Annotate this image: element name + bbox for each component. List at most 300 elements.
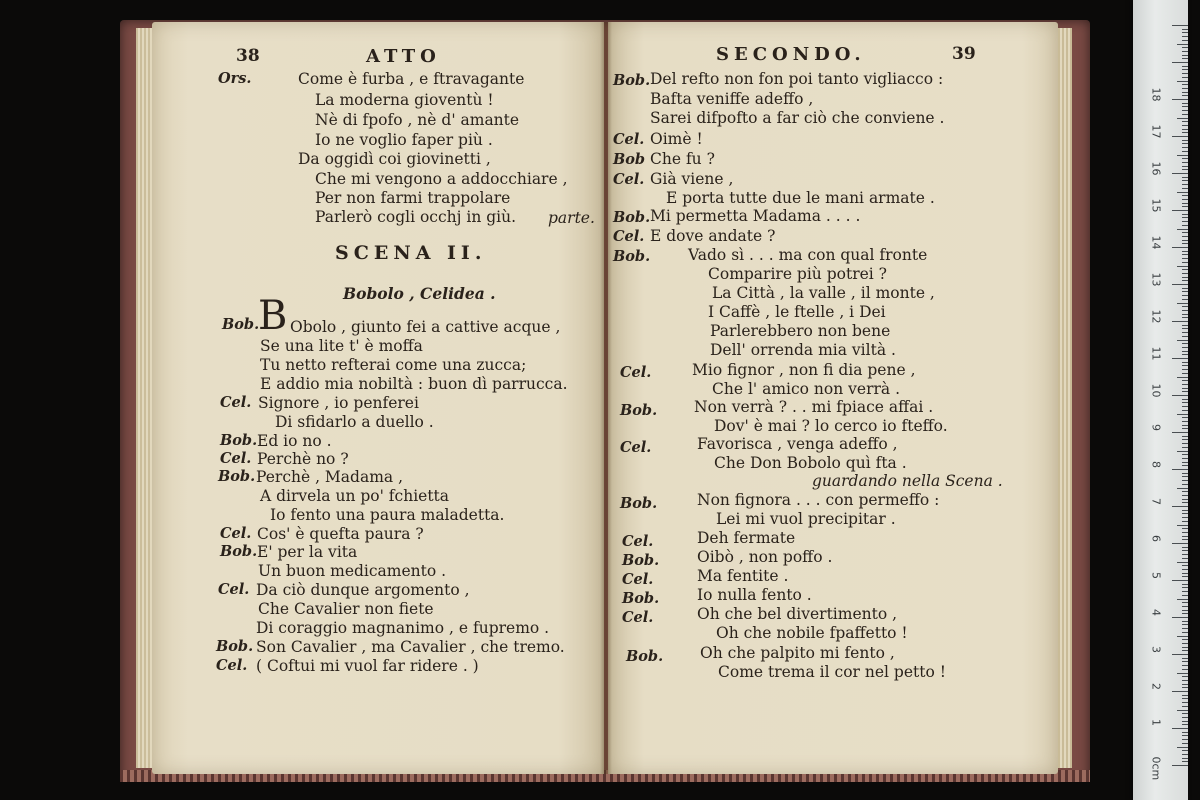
verse-line: Che Don Bobolo quì fta . <box>714 454 907 472</box>
verse-line: Obolo , giunto fei a cattive acque , <box>290 318 561 336</box>
ruler-tick <box>1182 195 1188 196</box>
ruler-tick <box>1172 284 1188 285</box>
ruler-tick <box>1182 462 1188 463</box>
ruler-tick <box>1177 377 1188 378</box>
ruler-tick <box>1182 680 1188 681</box>
ruler-tick <box>1182 669 1188 670</box>
ruler-tick <box>1182 269 1188 270</box>
ruler-tick <box>1172 136 1188 137</box>
verse-line: Son Cavalier , ma Cavalier , che tremo. <box>256 638 565 656</box>
verse-line: Sarei difpofto a far ciò che conviene . <box>650 109 945 127</box>
ruler-tick <box>1182 447 1188 448</box>
ruler-tick <box>1177 562 1188 563</box>
ruler-tick <box>1182 476 1188 477</box>
ruler-tick <box>1182 225 1188 226</box>
ruler-tick <box>1182 103 1188 104</box>
ruler-tick <box>1182 521 1188 522</box>
speaker-label: Bob. <box>222 316 260 333</box>
speaker-label: Cel. <box>220 450 252 467</box>
ruler-tick <box>1182 58 1188 59</box>
ruler-label: 14 <box>1149 235 1163 250</box>
verse-line: Mi permetta Madama . . . . <box>650 207 861 225</box>
ruler-tick <box>1182 576 1188 577</box>
ruler-tick <box>1182 77 1188 78</box>
ruler-tick <box>1177 81 1188 82</box>
ruler-label: 7 <box>1149 498 1163 505</box>
verse-line: Parlerebbero non bene <box>710 322 891 340</box>
ruler-tick <box>1182 73 1188 74</box>
speaker-label: Cel. <box>613 131 645 148</box>
speaker-label: Bob. <box>622 552 660 569</box>
ruler-tick <box>1172 617 1188 618</box>
speaker-label: Cel. <box>613 228 645 245</box>
verse-line: Del refto non fon poi tanto vigliacco : <box>650 70 944 88</box>
ruler-tick <box>1182 684 1188 685</box>
ruler-tick <box>1182 121 1188 122</box>
ruler-tick <box>1182 484 1188 485</box>
ruler-tick <box>1182 554 1188 555</box>
ruler-tick <box>1182 428 1188 429</box>
ruler-tick <box>1182 454 1188 455</box>
verse-line: Bafta veniffe adeffo , <box>650 90 814 108</box>
ruler-tick <box>1182 332 1188 333</box>
ruler-tick <box>1182 732 1188 733</box>
ruler-tick <box>1177 118 1188 119</box>
ruler-tick <box>1182 761 1188 762</box>
verse-line: Cos' è quefta paura ? <box>257 525 424 543</box>
speaker-label: Bob. <box>220 432 258 449</box>
ruler-tick <box>1172 506 1188 507</box>
ruler-tick <box>1182 336 1188 337</box>
ruler-tick <box>1182 295 1188 296</box>
ruler-tick <box>1182 277 1188 278</box>
ruler-tick <box>1182 539 1188 540</box>
ruler-label: 9 <box>1149 424 1163 431</box>
ruler-tick <box>1182 317 1188 318</box>
speaker-label: Bob. <box>613 72 651 89</box>
stage-direction: parte. <box>548 209 595 227</box>
ruler-label: 16 <box>1149 161 1163 176</box>
ruler-tick <box>1182 465 1188 466</box>
ruler-tick <box>1182 595 1188 596</box>
verse-line: Dell' orrenda mia viltà . <box>710 341 896 359</box>
ruler-tick <box>1182 129 1188 130</box>
ruler-tick <box>1182 36 1188 37</box>
ruler-tick <box>1182 573 1188 574</box>
ruler-tick <box>1182 273 1188 274</box>
ruler-tick <box>1182 299 1188 300</box>
ruler-tick <box>1182 288 1188 289</box>
ruler-tick <box>1182 365 1188 366</box>
verse-line: Parlerò cogli occhj in giù. <box>315 208 517 226</box>
ruler-tick <box>1182 602 1188 603</box>
ruler-tick <box>1182 236 1188 237</box>
ruler-tick <box>1182 458 1188 459</box>
page-number-right: 39 <box>952 44 976 64</box>
ruler-tick <box>1182 480 1188 481</box>
ruler-tick <box>1177 44 1188 45</box>
right-page-edges <box>1056 28 1072 768</box>
ruler-tick <box>1177 525 1188 526</box>
ruler-tick <box>1172 395 1188 396</box>
ruler-tick <box>1172 580 1188 581</box>
ruler-tick <box>1182 203 1188 204</box>
ruler-tick <box>1182 591 1188 592</box>
ruler-tick <box>1182 632 1188 633</box>
verse-line: Già viene , <box>650 170 734 188</box>
verse-line: Tu netto refterai come una zucca; <box>260 356 527 374</box>
speaker-label: Cel. <box>220 394 252 411</box>
verse-line: Non fignora . . . con permeffo : <box>697 491 940 509</box>
ruler-tick <box>1177 266 1188 267</box>
ruler-tick <box>1182 510 1188 511</box>
ruler-tick <box>1182 221 1188 222</box>
ruler-label: 8 <box>1149 461 1163 468</box>
ruler-tick <box>1182 306 1188 307</box>
ruler-tick <box>1182 66 1188 67</box>
speaker-label: Cel. <box>622 533 654 550</box>
scene-characters: Bobolo , Celidea . <box>343 284 496 303</box>
ruler-tick <box>1182 262 1188 263</box>
ruler-tick <box>1182 550 1188 551</box>
ruler-tick <box>1182 665 1188 666</box>
ruler-label: 2 <box>1149 683 1163 690</box>
verse-line: Favorisca , venga adeffo , <box>697 435 898 453</box>
ruler-tick <box>1177 303 1188 304</box>
ruler-tick <box>1182 280 1188 281</box>
ruler-tick <box>1182 240 1188 241</box>
verse-line: Che fu ? <box>650 150 715 168</box>
verse-line: Oh che palpito mi fento , <box>700 644 895 662</box>
verse-line: Che Cavalier non fiete <box>258 600 434 618</box>
ruler-tick <box>1182 610 1188 611</box>
speaker-label: Cel. <box>613 171 645 188</box>
ruler-tick <box>1182 687 1188 688</box>
ruler-tick <box>1182 425 1188 426</box>
verse-line: Lei mi vuol precipitar . <box>716 510 896 528</box>
ruler-tick <box>1182 717 1188 718</box>
ruler-tick <box>1182 347 1188 348</box>
ruler-tick <box>1182 628 1188 629</box>
speaker-label: Bob. <box>613 248 651 265</box>
ruler-tick <box>1182 169 1188 170</box>
ruler-tick <box>1182 232 1188 233</box>
ruler-tick <box>1182 495 1188 496</box>
ruler-tick <box>1182 69 1188 70</box>
ruler-label: 15 <box>1149 198 1163 213</box>
ruler-tick <box>1182 291 1188 292</box>
ruler-tick <box>1182 384 1188 385</box>
ruler-tick <box>1182 532 1188 533</box>
verse-line: Non verrà ? . . mi fpiace affai . <box>694 398 934 416</box>
ruler-tick <box>1182 743 1188 744</box>
ruler-tick <box>1182 95 1188 96</box>
page-number-left: 38 <box>236 46 260 66</box>
ruler-tick <box>1177 451 1188 452</box>
ruler-tick <box>1182 499 1188 500</box>
verse-line: Signore , io penferei <box>258 394 419 412</box>
ruler-tick <box>1182 114 1188 115</box>
ruler-tick <box>1182 184 1188 185</box>
verse-line: Io fento una paura maladetta. <box>270 506 505 524</box>
verse-line: Che l' amico non verrà . <box>712 380 900 398</box>
verse-line: Perchè , Madama , <box>256 468 404 486</box>
ruler-tick <box>1182 362 1188 363</box>
verse-line: Come è furba , e ftravagante <box>298 70 525 88</box>
ruler-tick <box>1182 399 1188 400</box>
ruler-tick <box>1177 599 1188 600</box>
ruler-tick <box>1182 217 1188 218</box>
verse-line: Ma fentite . <box>697 567 789 585</box>
ruler-tick <box>1182 643 1188 644</box>
ruler-tick <box>1182 214 1188 215</box>
ruler-tick <box>1182 721 1188 722</box>
ruler-tick <box>1182 491 1188 492</box>
speaker-label: Bob. <box>220 543 258 560</box>
speaker-label: Bob. <box>218 468 256 485</box>
ruler-tick <box>1172 321 1188 322</box>
ruler-tick <box>1182 388 1188 389</box>
verse-line: Mio fignor , non fi dia pene , <box>692 361 916 379</box>
verse-line: Vado sì . . . ma con qual fronte <box>688 246 928 264</box>
ruler-tick <box>1172 765 1188 766</box>
ruler-tick <box>1172 543 1188 544</box>
verse-line: Se una lite t' è moffa <box>260 337 423 355</box>
ruler-tick <box>1182 343 1188 344</box>
ruler-tick <box>1182 569 1188 570</box>
ruler-tick <box>1177 192 1188 193</box>
ruler-tick <box>1182 639 1188 640</box>
ruler-tick <box>1182 713 1188 714</box>
ruler-tick <box>1182 606 1188 607</box>
ruler-tick <box>1182 517 1188 518</box>
ruler-tick <box>1182 735 1188 736</box>
ruler-tick <box>1182 206 1188 207</box>
drop-cap: B <box>258 293 288 339</box>
ruler-tick <box>1182 40 1188 41</box>
verse-line: Per non farmi trappolare <box>315 189 511 207</box>
ruler-tick <box>1182 110 1188 111</box>
ruler-tick <box>1172 173 1188 174</box>
ruler-label: 17 <box>1149 124 1163 139</box>
ruler-tick <box>1182 754 1188 755</box>
ruler-tick <box>1172 654 1188 655</box>
verse-line: Come trema il cor nel petto ! <box>718 663 946 681</box>
speaker-label: Cel. <box>620 439 652 456</box>
ruler-tick <box>1182 180 1188 181</box>
ruler-tick <box>1172 99 1188 100</box>
ruler-label: 10 <box>1149 383 1163 398</box>
speaker-label: Cel. <box>620 364 652 381</box>
ruler-tick <box>1182 436 1188 437</box>
verse-line: Dov' è mai ? lo cerco io fteffo. <box>714 417 948 435</box>
book-gutter <box>600 22 612 774</box>
ruler-tick <box>1177 414 1188 415</box>
ruler-tick <box>1182 473 1188 474</box>
speaker-label: Ors. <box>218 70 252 87</box>
ruler-tick <box>1182 750 1188 751</box>
ruler-tick <box>1182 558 1188 559</box>
ruler-tick <box>1182 410 1188 411</box>
verse-line: E' per la vita <box>257 543 358 561</box>
verse-line: Oh che nobile fpaffetto ! <box>716 624 908 642</box>
verse-line: Oimè ! <box>650 130 703 148</box>
ruler-tick <box>1177 636 1188 637</box>
ruler-tick <box>1177 155 1188 156</box>
ruler-tick <box>1182 373 1188 374</box>
ruler-tick <box>1182 88 1188 89</box>
ruler-tick <box>1182 391 1188 392</box>
ruler-tick <box>1182 243 1188 244</box>
ruler-tick <box>1182 258 1188 259</box>
ruler-label: 5 <box>1149 572 1163 579</box>
ruler-tick <box>1182 151 1188 152</box>
speaker-label: Bob. <box>620 495 658 512</box>
running-head-left: ATTO <box>366 46 441 67</box>
speaker-label: Bob. <box>622 590 660 607</box>
verse-line: Nè di fpofo , nè d' amante <box>315 111 520 129</box>
ruler-tick <box>1182 502 1188 503</box>
verse-line: Deh fermate <box>697 529 796 547</box>
verse-line: Un buon medicamento . <box>258 562 447 580</box>
verse-line: Che mi vengono a addocchiare , <box>315 170 568 188</box>
verse-line: Ed io no . <box>257 432 332 450</box>
stage-direction: guardando nella Scena . <box>812 472 1003 490</box>
ruler-tick <box>1182 536 1188 537</box>
ruler-tick <box>1182 587 1188 588</box>
ruler-tick <box>1172 432 1188 433</box>
ruler-tick <box>1182 758 1188 759</box>
ruler-tick <box>1182 84 1188 85</box>
speaker-label: Cel. <box>218 581 250 598</box>
speaker-label: Bob. <box>216 638 254 655</box>
ruler-tick <box>1182 314 1188 315</box>
verse-line: Oh che bel divertimento , <box>697 605 898 623</box>
ruler-tick <box>1182 650 1188 651</box>
running-head-right: SECONDO. <box>716 44 866 65</box>
verse-line: Comparire più potrei ? <box>708 265 887 283</box>
ruler-tick <box>1182 661 1188 662</box>
ruler-tick <box>1172 25 1188 26</box>
ruler-tick <box>1182 739 1188 740</box>
speaker-label: Bob. <box>626 648 664 665</box>
ruler-tick <box>1177 673 1188 674</box>
ruler-tick <box>1182 29 1188 30</box>
verse-line: E addio mia nobiltà : buon dì parrucca. <box>260 375 568 393</box>
ruler-tick <box>1182 443 1188 444</box>
ruler-tick <box>1182 406 1188 407</box>
ruler-tick <box>1172 210 1188 211</box>
ruler-tick <box>1182 199 1188 200</box>
verse-line: E dove andate ? <box>650 227 776 245</box>
ruler-label: 6 <box>1149 535 1163 542</box>
ruler-tick <box>1182 513 1188 514</box>
ruler-tick <box>1182 439 1188 440</box>
ruler-tick <box>1172 691 1188 692</box>
speaker-label: Bob <box>613 151 646 168</box>
ruler-tick <box>1182 695 1188 696</box>
verse-line: Io ne voglio faper più . <box>315 131 493 149</box>
ruler-tick <box>1182 676 1188 677</box>
ruler-tick <box>1182 143 1188 144</box>
ruler-tick <box>1177 710 1188 711</box>
ruler-tick <box>1182 166 1188 167</box>
ruler-tick <box>1182 188 1188 189</box>
ruler-tick <box>1182 328 1188 329</box>
ruler-tick <box>1182 132 1188 133</box>
ruler-tick <box>1182 658 1188 659</box>
ruler-tick <box>1177 747 1188 748</box>
ruler-tick <box>1182 158 1188 159</box>
ruler-label: 11 <box>1149 346 1163 361</box>
speaker-label: Bob. <box>620 402 658 419</box>
ruler-tick <box>1182 251 1188 252</box>
ruler-tick <box>1182 125 1188 126</box>
ruler-label: 12 <box>1149 309 1163 324</box>
verse-line: ( Coftui mi vuol far ridere . ) <box>256 657 479 675</box>
speaker-label: Cel. <box>216 657 248 674</box>
ruler-tick <box>1182 565 1188 566</box>
ruler-label: 0cm <box>1149 756 1163 781</box>
ruler-tick <box>1182 613 1188 614</box>
ruler-tick <box>1182 369 1188 370</box>
verse-line: Di coraggio magnanimo , e fupremo . <box>256 619 550 637</box>
ruler-tick <box>1182 177 1188 178</box>
speaker-label: Cel. <box>220 525 252 542</box>
ruler-tick <box>1182 32 1188 33</box>
verse-line: A dirvela un po' fchietta <box>260 487 450 505</box>
verse-line: Da ciò dunque argomento , <box>256 581 470 599</box>
ruler-tick <box>1182 624 1188 625</box>
ruler-tick <box>1182 621 1188 622</box>
ruler-tick <box>1182 106 1188 107</box>
ruler-tick <box>1177 229 1188 230</box>
verse-line: Io nulla fento . <box>697 586 812 604</box>
ruler-tick <box>1182 702 1188 703</box>
ruler-tick <box>1182 92 1188 93</box>
speaker-label: Bob. <box>613 209 651 226</box>
verse-line: Di sfidarlo a duello . <box>275 413 434 431</box>
ruler-label: 3 <box>1149 646 1163 653</box>
verse-line: La Città , la valle , il monte , <box>712 284 935 302</box>
verse-line: Perchè no ? <box>257 450 349 468</box>
ruler-tick <box>1182 354 1188 355</box>
ruler-tick <box>1182 380 1188 381</box>
ruler-tick <box>1182 351 1188 352</box>
ruler-tick <box>1172 247 1188 248</box>
verse-line: E porta tutte due le mani armate . <box>666 189 935 207</box>
ruler-tick <box>1182 417 1188 418</box>
ruler-tick <box>1182 402 1188 403</box>
ruler-tick <box>1182 55 1188 56</box>
ruler-tick <box>1182 147 1188 148</box>
ruler-label: 4 <box>1149 609 1163 616</box>
ruler-label: 13 <box>1149 272 1163 287</box>
ruler-tick <box>1172 469 1188 470</box>
ruler-tick <box>1182 647 1188 648</box>
ruler-tick <box>1182 547 1188 548</box>
speaker-label: Cel. <box>622 571 654 588</box>
ruler-tick <box>1182 254 1188 255</box>
ruler-tick <box>1182 51 1188 52</box>
ruler-tick <box>1182 584 1188 585</box>
ruler-tick <box>1182 724 1188 725</box>
ruler-tick <box>1182 47 1188 48</box>
speaker-label: Cel. <box>622 609 654 626</box>
ruler-label: 18 <box>1149 87 1163 102</box>
ruler-tick <box>1177 488 1188 489</box>
verse-line: Oibò , non poffo . <box>697 548 833 566</box>
